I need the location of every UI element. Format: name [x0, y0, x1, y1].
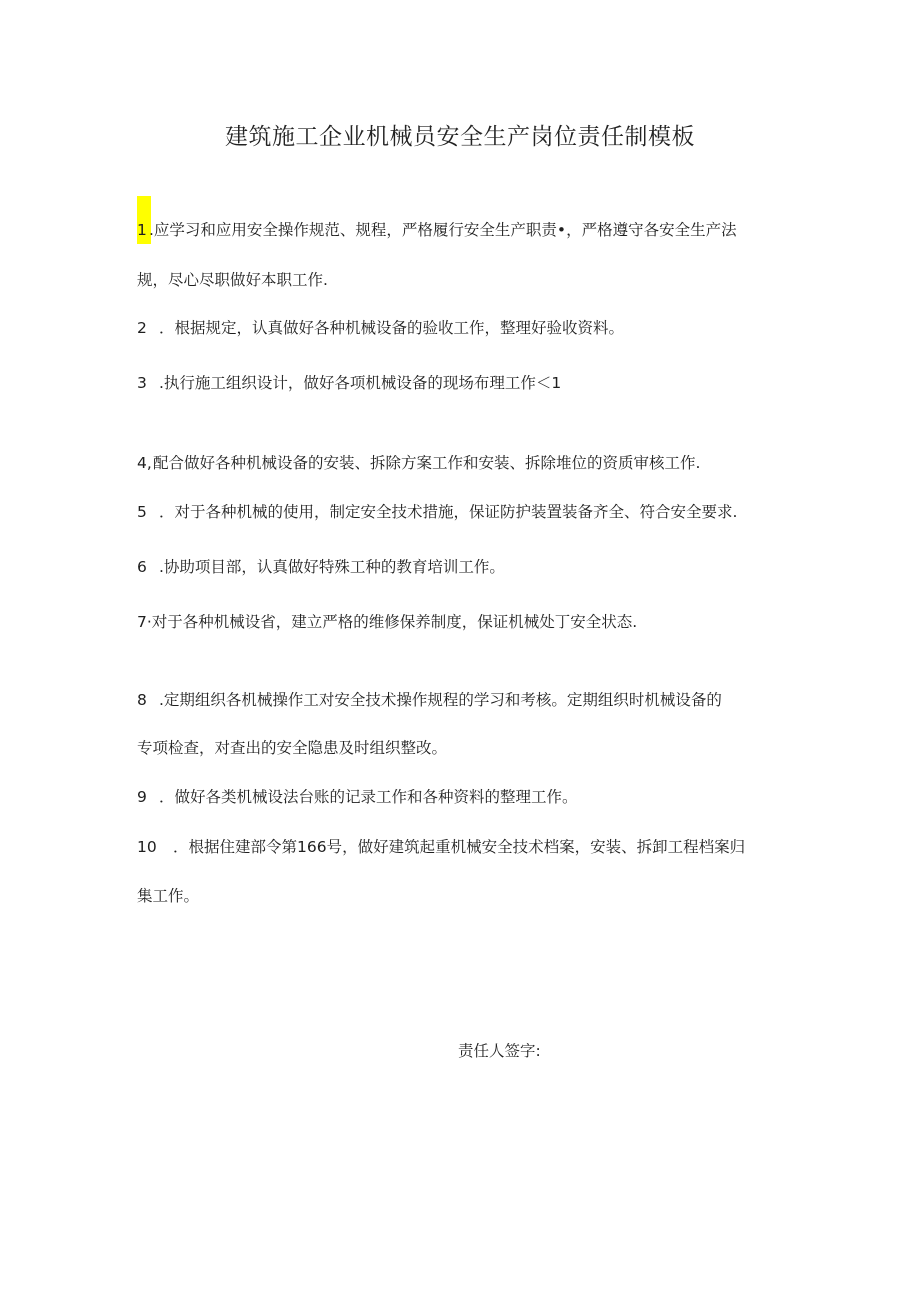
list-item-8-continued [137, 737, 447, 759]
item-text: ．根据规定，认真做好各种机械设备的验收工作，整理好验收资料。 [159, 319, 625, 337]
list-item-5 [137, 501, 737, 523]
item-text: 对于各种机械设省，建立严格的维修保养制度，保证机械处丁安全状态. [151, 613, 638, 631]
list-item-1 [137, 219, 737, 241]
list-item-3 [137, 372, 561, 394]
list-item-7 [137, 611, 637, 633]
item-number: 5 [137, 503, 147, 521]
list-item-10-continued [137, 885, 199, 907]
item-text: ．做好各类机械设法台账的记录工作和各种资料的整理工作。 [159, 788, 578, 806]
list-item-2 [137, 317, 624, 339]
item-number: 3 [137, 374, 147, 392]
item-text: .应学习和应用安全操作规范、规程，严格履行安全生产职责•，严格遵守各安全生产法 [149, 221, 737, 239]
item-number: 8 [137, 691, 147, 709]
list-item-4 [137, 452, 700, 474]
list-item-8 [137, 689, 722, 711]
list-item-6 [137, 556, 505, 578]
item-text: .定期组织各机械操作工对安全技术操作规程的学习和考核。定期组织时机械设备的 [159, 691, 722, 709]
item-number: 1 [137, 221, 147, 239]
item-text: .协助项目部，认真做好特殊工种的教育培训工作。 [159, 558, 505, 576]
item-number: 10 [137, 838, 157, 856]
item-text: 集工作。 [137, 887, 200, 905]
item-text: 配合做好各种机械设备的安装、拆除方案工作和安装、拆除堆位的资质审核工作. [153, 454, 701, 472]
document-title: 建筑施工企业机械员安全生产岗位责任制模板 [225, 124, 695, 150]
list-item-1-continued [137, 269, 328, 291]
item-number: 6 [137, 558, 147, 576]
list-item-10 [137, 836, 745, 858]
item-text: 专项检查，对查出的安全隐患及时组织整改。 [137, 739, 448, 757]
item-number: 2 [137, 319, 147, 337]
item-text: .执行施工组织设计，做好各项机械设备的现场布理工作＜1 [159, 374, 562, 392]
item-number: 4, [137, 454, 152, 472]
signature-label: 责任人签字: [458, 1042, 541, 1060]
item-number: 9 [137, 788, 147, 806]
item-text: ．对于各种机械的使用，制定安全技术措施，保证防护装置装备齐全、符合安全要求. [159, 503, 738, 521]
item-number: 7· [137, 613, 152, 631]
item-text: 规，尽心尽职做好本职工作. [137, 271, 328, 289]
list-item-9 [137, 786, 578, 808]
item-text: ．根据住建部令第166号，做好建筑起重机械安全技术档案，安装、拆卸工程档案归 [173, 838, 746, 856]
